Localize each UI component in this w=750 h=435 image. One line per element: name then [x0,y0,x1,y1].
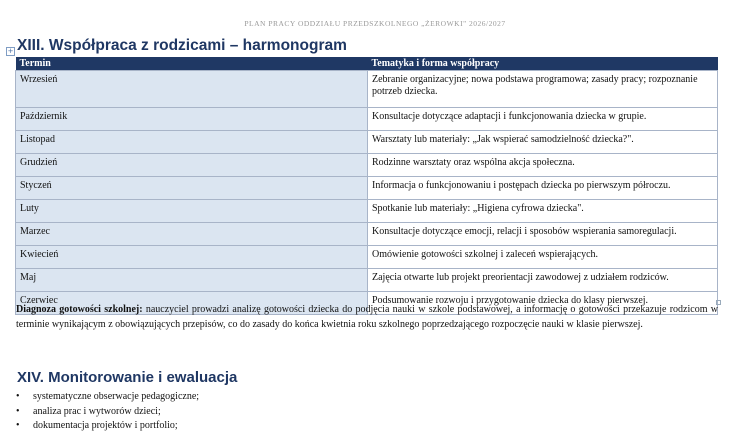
page-header: PLAN PRACY ODDZIAŁU PRZEDSZKOLNEGO „ŻEROWKI" 2026/2027 [244,19,506,28]
table-row [16,131,718,154]
topic-cell: Konsultacje dotyczące emocji, relacji i sposobów wspierania samoregulacji. [368,223,718,246]
term-cell: Styczeń [16,177,368,200]
table-row [16,177,718,200]
table-row [16,269,718,292]
topic-cell: Spotkanie lub materiały: „Higiena cyfrowa dziecka". [368,200,718,223]
table-row [16,71,718,108]
topic-cell: Omówienie gotowości szkolnej i zaleceń wspierających. [368,246,718,269]
term-cell: Marzec [16,223,368,246]
column-header-topic: Tematyka i forma współpracy [368,57,718,71]
list-item: • analiza prac i wytworów dzieci; [16,405,199,420]
list-item: • systematyczne obserwacje pedagogiczne; [16,390,199,405]
topic-cell: Konsultacje dotyczące adaptacji i funkcjonowania dziecka w grupie. [368,108,718,131]
term-cell: Kwiecień [16,246,368,269]
topic-cell: Podsumowanie rozwoju i przygotowanie dziecka do klasy pierwszej. [368,292,718,315]
table-row [16,246,718,269]
topic-cell: Warsztaty lub materiały: „Jak wspierać samodzielność dziecka?". [368,131,718,154]
term-cell: Październik [16,108,368,131]
table-move-handle-icon[interactable]: + [7,47,14,55]
table-row [16,108,718,131]
column-header-term: Termin [16,57,368,71]
cooperation-schedule-table [15,57,718,315]
table-header-row [16,57,718,71]
term-cell: Grudzień [16,154,368,177]
table-row [16,154,718,177]
topic-cell: Zajęcia otwarte lub projekt preorientacji zawodowej z udziałem rodziców. [368,269,718,292]
term-cell: Czerwiec [16,292,368,315]
term-cell: Wrzesień [16,71,368,108]
list-item: • dokumentacja projektów i portfolio; [16,419,199,434]
topic-cell: Rodzinne warsztaty oraz wspólna akcja społeczna. [368,154,718,177]
term-cell: Listopad [16,131,368,154]
term-cell: Luty [16,200,368,223]
topic-cell: Informacja o funkcjonowaniu i postępach dziecka po pierwszym półroczu. [368,177,718,200]
diagnosis-paragraph [16,302,718,332]
monitoring-list [16,390,199,434]
section-13-title: XIII. Współpraca z rodzicami – harmonogram [17,37,347,54]
diagnosis-text: nauczyciel prowadzi analizę gotowości dziecka do podjęcia nauki w szkole podstawowej, a informację o gotowości przekazuje rodzicom w terminie wynikającym z obowiązujących przepisów, co do zasady do końca kwietnia roku szkolnego poprzedzającego rozpoczęcie nauki w klasie pierwszej. [16,304,718,330]
term-cell: Maj [16,269,368,292]
table-row [16,200,718,223]
diagnosis-label: Diagnoza gotowości szkolnej: [16,304,143,315]
section-14-title: XIV. Monitorowanie i ewaluacja [17,369,238,386]
table-row [16,223,718,246]
topic-cell: Zebranie organizacyjne; nowa podstawa programowa; zasady pracy; rozpoznanie potrzeb dziecka. [368,71,718,108]
